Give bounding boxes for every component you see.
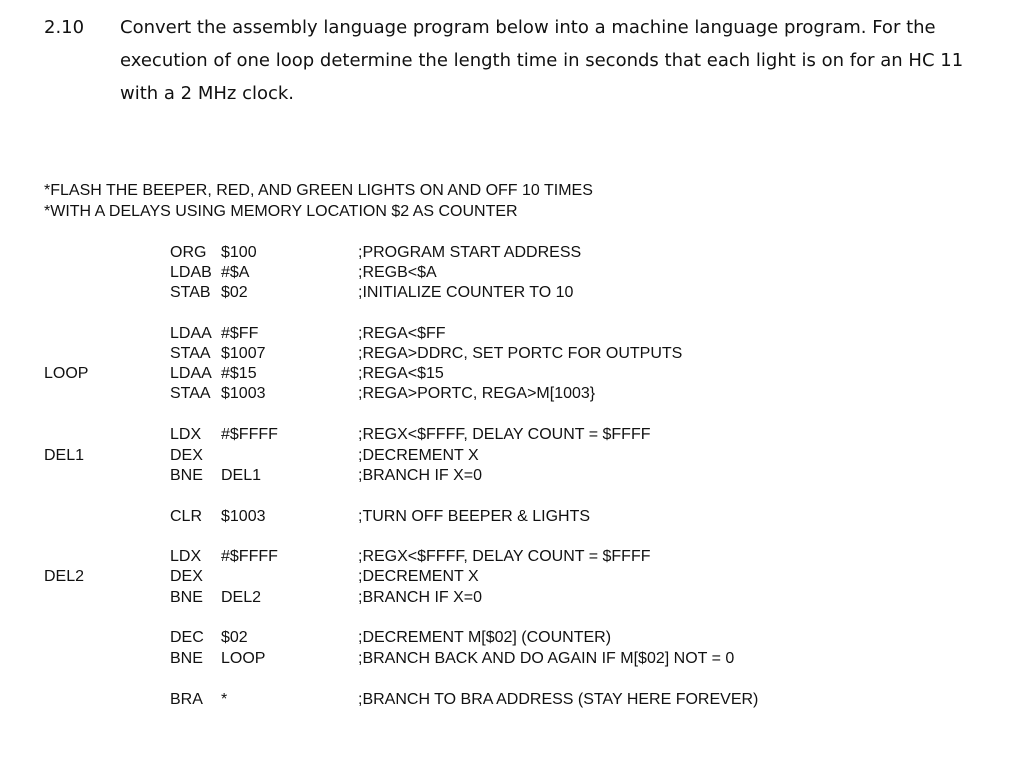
- line-label: LOOP: [44, 365, 89, 382]
- line-mnemonic: LDAB: [170, 264, 212, 281]
- line-mnemonic: STAB: [170, 284, 211, 301]
- line-comment: ;REGX<$FFFF, DELAY COUNT = $FFFF: [358, 426, 651, 443]
- line-comment: ;BRANCH TO BRA ADDRESS (STAY HERE FOREVER): [358, 691, 759, 708]
- line-mnemonic: STAA: [170, 385, 211, 402]
- line-mnemonic: BNE: [170, 467, 203, 484]
- line-comment: ;REGA<$FF: [358, 325, 446, 342]
- code-line: [0, 324, 1024, 344]
- line-operand: *: [221, 691, 228, 708]
- line-mnemonic: ORG: [170, 244, 207, 261]
- code-line: [0, 384, 1024, 404]
- line-operand: DEL2: [221, 589, 262, 606]
- code-line: [0, 263, 1024, 283]
- line-comment: ;DECREMENT M[$02] (COUNTER): [358, 629, 612, 646]
- line-comment: ;REGA<$15: [358, 365, 444, 382]
- line-comment: ;BRANCH IF X=0: [358, 467, 483, 484]
- code-line: [0, 466, 1024, 486]
- line-operand: $100: [221, 244, 257, 261]
- line-mnemonic: DEX: [170, 568, 203, 585]
- line-operand: #$A: [221, 264, 250, 281]
- code-line: [0, 243, 1024, 263]
- code-line: [0, 588, 1024, 608]
- line-comment: ;TURN OFF BEEPER & LIGHTS: [358, 508, 591, 525]
- line-mnemonic: BRA: [170, 691, 203, 708]
- line-comment: ;REGA>PORTC, REGA>M[1003}: [358, 385, 596, 402]
- line-mnemonic: DEX: [170, 447, 203, 464]
- program-header-line-1: *FLASH THE BEEPER, RED, AND GREEN LIGHTS ON AND OFF 10 TIMES: [44, 182, 593, 199]
- line-label: DEL2: [44, 568, 85, 585]
- code-line: [0, 344, 1024, 364]
- line-comment: ;REGX<$FFFF, DELAY COUNT = $FFFF: [358, 548, 651, 565]
- line-operand: DEL1: [221, 467, 262, 484]
- line-operand: $1003: [221, 385, 266, 402]
- code-line: [0, 446, 1024, 466]
- line-mnemonic: CLR: [170, 508, 203, 525]
- code-line: [0, 628, 1024, 648]
- code-line: [0, 507, 1024, 527]
- program-header-line-2: *WITH A DELAYS USING MEMORY LOCATION $2 AS COUNTER: [44, 203, 518, 220]
- line-operand: #$FFFF: [221, 426, 278, 443]
- line-mnemonic: LDX: [170, 426, 202, 443]
- line-comment: ;DECREMENT X: [358, 568, 479, 585]
- line-comment: ;INITIALIZE COUNTER TO 10: [358, 284, 574, 301]
- line-mnemonic: STAA: [170, 345, 211, 362]
- line-operand: $1003: [221, 508, 266, 525]
- line-operand: #$FFFF: [221, 548, 278, 565]
- line-comment: ;REGB<$A: [358, 264, 437, 281]
- line-operand: #$15: [221, 365, 257, 382]
- problem-number: 2.10: [44, 17, 85, 38]
- problem-text: Convert the assembly language program below into a machine language program. For the execution of one loop determine the length time in seconds that each light is on for an HC 11 with a 2 MHz clock.: [120, 17, 964, 104]
- line-mnemonic: LDAA: [170, 325, 212, 342]
- code-line: [0, 649, 1024, 669]
- code-line: [0, 425, 1024, 445]
- line-comment: ;BRANCH IF X=0: [358, 589, 483, 606]
- code-line: [0, 567, 1024, 587]
- line-mnemonic: BNE: [170, 589, 203, 606]
- line-mnemonic: LDX: [170, 548, 202, 565]
- line-mnemonic: LDAA: [170, 365, 212, 382]
- line-operand: $02: [221, 284, 248, 301]
- line-mnemonic: DEC: [170, 629, 204, 646]
- line-operand: $1007: [221, 345, 266, 362]
- line-operand: $02: [221, 629, 248, 646]
- line-operand: LOOP: [221, 650, 266, 667]
- code-line: [0, 283, 1024, 303]
- code-line: [0, 364, 1024, 384]
- line-comment: ;PROGRAM START ADDRESS: [358, 244, 582, 261]
- code-line: [0, 690, 1024, 710]
- code-line: [0, 547, 1024, 567]
- line-comment: ;BRANCH BACK AND DO AGAIN IF M[$02] NOT = 0: [358, 650, 735, 667]
- line-label: DEL1: [44, 447, 85, 464]
- line-comment: ;REGA>DDRC, SET PORTC FOR OUTPUTS: [358, 345, 683, 362]
- line-operand: #$FF: [221, 325, 259, 342]
- line-comment: ;DECREMENT X: [358, 447, 479, 464]
- line-mnemonic: BNE: [170, 650, 203, 667]
